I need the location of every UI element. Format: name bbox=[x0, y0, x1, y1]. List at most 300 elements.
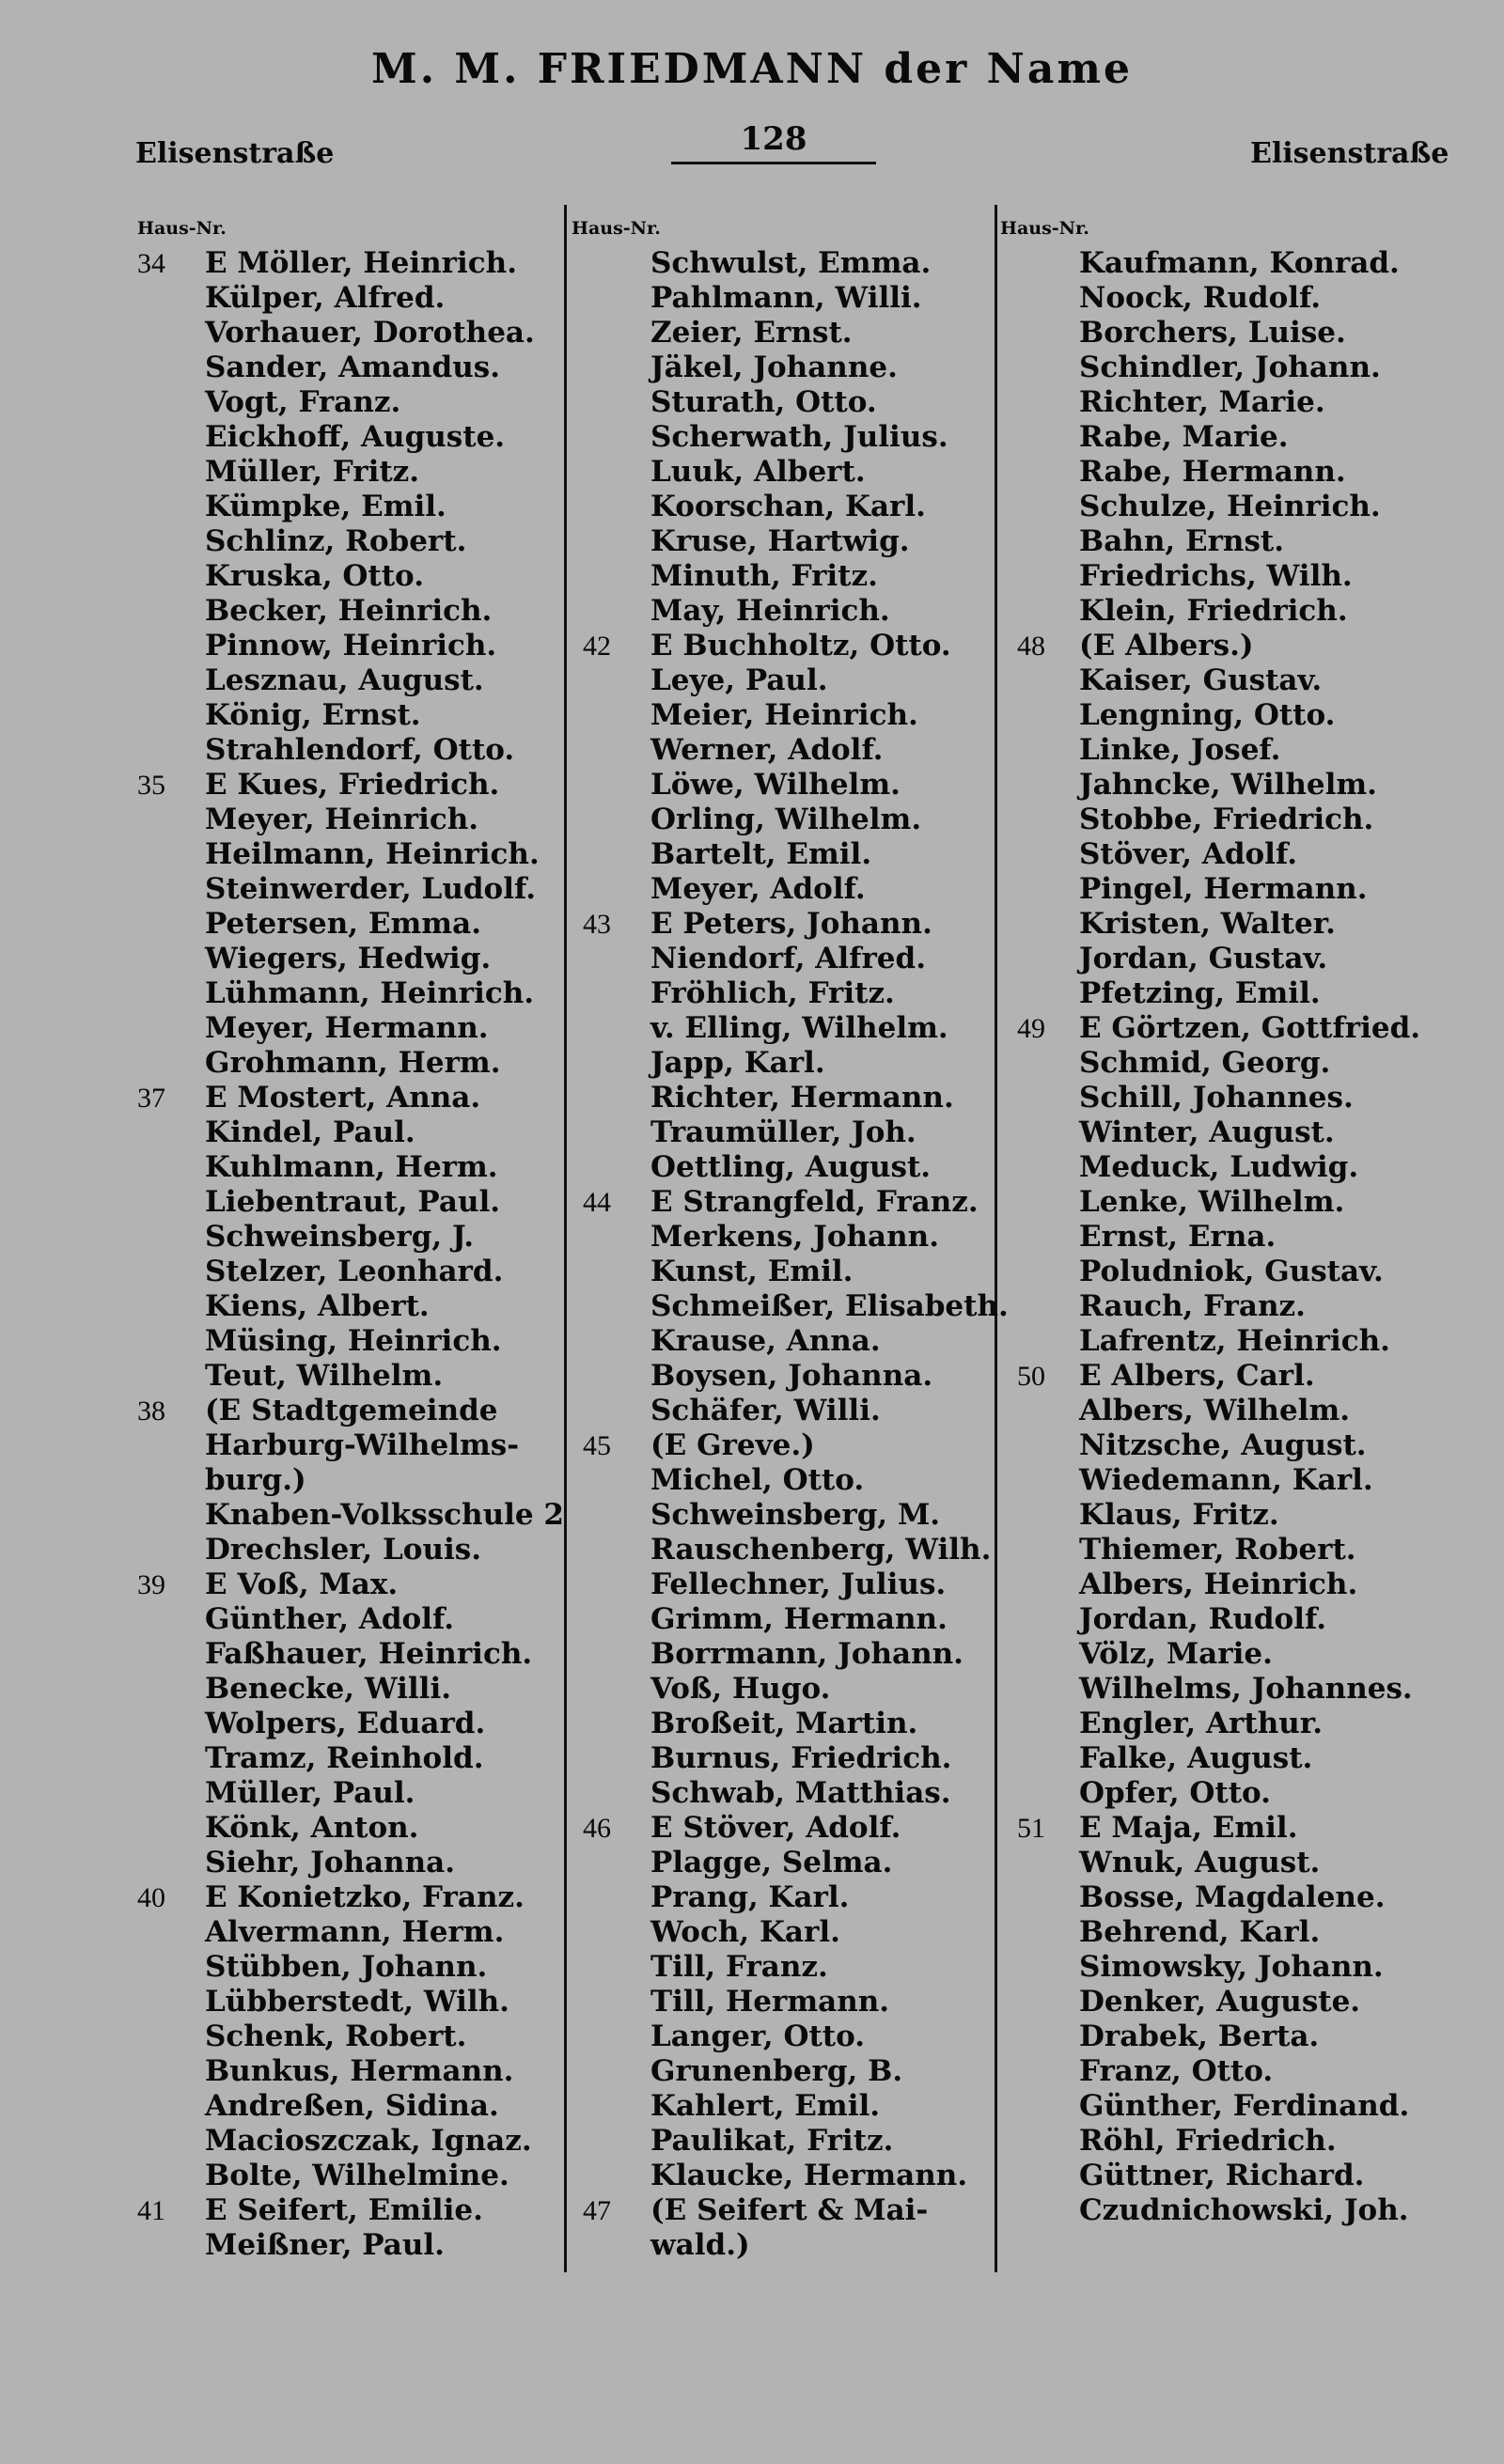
directory-entry bbox=[583, 455, 993, 490]
resident-name: Langer, Otto. bbox=[650, 2020, 866, 2053]
resident-name: (E Greve.) bbox=[650, 1428, 815, 1462]
directory-entry bbox=[1017, 1150, 1496, 1185]
resident-name: Külper, Alfred. bbox=[205, 281, 446, 315]
resident-name: Drechsler, Louis. bbox=[205, 1533, 482, 1567]
resident-name: Meduck, Ludwig. bbox=[1079, 1150, 1359, 1184]
resident-name: Grunenberg, B. bbox=[650, 2054, 903, 2088]
resident-name: Czudnichowski, Joh. bbox=[1079, 2193, 1409, 2227]
directory-entry bbox=[137, 2228, 560, 2263]
directory-entry bbox=[137, 490, 560, 524]
directory-entry bbox=[1017, 976, 1496, 1011]
directory-entry bbox=[583, 698, 993, 733]
directory-entry bbox=[137, 594, 560, 629]
resident-name: Drabek, Berta. bbox=[1079, 2020, 1320, 2053]
directory-entry bbox=[583, 1776, 993, 1811]
resident-name: Simowsky, Johann. bbox=[1079, 1950, 1384, 1984]
directory-entry bbox=[1017, 385, 1496, 420]
resident-name: Kindel, Paul. bbox=[205, 1115, 415, 1149]
directory-entry bbox=[137, 768, 560, 803]
directory-entry bbox=[583, 1359, 993, 1394]
directory-entry bbox=[137, 1741, 560, 1776]
directory-entry bbox=[137, 2054, 560, 2089]
directory-entry bbox=[583, 1255, 993, 1289]
resident-name: burg.) bbox=[205, 1463, 306, 1497]
resident-name: Jahncke, Wilhelm. bbox=[1079, 768, 1377, 802]
directory-entry bbox=[583, 1394, 993, 1428]
directory-entry bbox=[1017, 629, 1496, 663]
directory-entry bbox=[1017, 907, 1496, 942]
directory-entry bbox=[137, 803, 560, 837]
resident-name: Behrend, Karl. bbox=[1079, 1915, 1321, 1949]
resident-name: Strahlendorf, Otto. bbox=[205, 733, 515, 767]
directory-entry bbox=[137, 1637, 560, 1672]
directory-entry bbox=[1017, 942, 1496, 976]
advertisement-banner: M. M. FRIEDMANN der Name bbox=[371, 45, 1133, 93]
directory-entry bbox=[583, 942, 993, 976]
resident-name: Engler, Arthur. bbox=[1079, 1707, 1324, 1740]
resident-name: Bartelt, Emil. bbox=[650, 837, 872, 871]
house-number: 49 bbox=[1017, 1013, 1045, 1044]
directory-entry bbox=[1017, 2124, 1496, 2159]
directory-entry bbox=[137, 872, 560, 907]
directory-entry bbox=[583, 1115, 993, 1150]
directory-entry bbox=[137, 2159, 560, 2193]
resident-name: Schweinsberg, M. bbox=[650, 1498, 941, 1532]
resident-name: Nitzsche, August. bbox=[1079, 1428, 1367, 1462]
directory-entry bbox=[1017, 1220, 1496, 1255]
directory-entry bbox=[583, 420, 993, 455]
resident-name: Meyer, Hermann. bbox=[205, 1011, 489, 1045]
directory-entry bbox=[583, 2054, 993, 2089]
resident-name: E Stöver, Adolf. bbox=[650, 1811, 901, 1845]
resident-name: Klein, Friedrich. bbox=[1079, 594, 1348, 628]
resident-name: Richter, Marie. bbox=[1079, 385, 1325, 419]
directory-entry bbox=[583, 385, 993, 420]
directory-column-2 bbox=[583, 246, 1009, 2263]
resident-name: Kuhlmann, Herm. bbox=[205, 1150, 498, 1184]
directory-entry bbox=[137, 351, 560, 385]
resident-name: Voß, Hugo. bbox=[650, 1672, 831, 1706]
haus-nr-label: Haus-Nr. bbox=[1000, 218, 1089, 239]
directory-entry bbox=[137, 1255, 560, 1289]
resident-name: Petersen, Emma. bbox=[205, 907, 481, 941]
resident-name: Boysen, Johanna. bbox=[650, 1359, 933, 1393]
directory-entry bbox=[583, 2159, 993, 2193]
directory-entry bbox=[137, 1602, 560, 1637]
resident-name: Müller, Paul. bbox=[205, 1776, 415, 1810]
directory-entry bbox=[137, 733, 560, 768]
house-number: 42 bbox=[583, 631, 611, 662]
directory-entry bbox=[1017, 2193, 1496, 2228]
directory-entry bbox=[583, 1289, 1009, 1324]
directory-entry bbox=[583, 1185, 993, 1220]
column-divider bbox=[564, 205, 567, 2272]
directory-entry bbox=[1017, 733, 1496, 768]
resident-name: Krause, Anna. bbox=[650, 1324, 881, 1358]
directory-entry bbox=[1017, 490, 1496, 524]
resident-name: Faßhauer, Heinrich. bbox=[205, 1637, 533, 1671]
resident-name: Michel, Otto. bbox=[650, 1463, 865, 1497]
resident-name: Schill, Johannes. bbox=[1079, 1081, 1354, 1115]
directory-entry bbox=[137, 1498, 564, 1533]
resident-name: Lenke, Wilhelm. bbox=[1079, 1185, 1345, 1219]
resident-name: Schwulst, Emma. bbox=[650, 246, 932, 280]
directory-entry bbox=[583, 1915, 993, 1950]
resident-name: Rabe, Marie. bbox=[1079, 420, 1289, 454]
resident-name: Löwe, Wilhelm. bbox=[650, 768, 901, 802]
resident-name: Stübben, Johann. bbox=[205, 1950, 488, 1984]
directory-entry bbox=[1017, 2054, 1496, 2089]
directory-entry bbox=[137, 1289, 560, 1324]
directory-entry bbox=[1017, 1950, 1496, 1985]
house-number: 38 bbox=[137, 1396, 165, 1427]
directory-entry bbox=[583, 1985, 993, 2020]
resident-name: E Mostert, Anna. bbox=[205, 1081, 481, 1115]
resident-name: Broßeit, Martin. bbox=[650, 1707, 918, 1740]
directory-entry bbox=[1017, 1602, 1496, 1637]
directory-entry bbox=[1017, 1289, 1496, 1324]
resident-name: Kiens, Albert. bbox=[205, 1289, 430, 1323]
directory-entry bbox=[137, 1394, 560, 1428]
resident-name: Schmid, Georg. bbox=[1079, 1046, 1331, 1080]
directory-entry bbox=[137, 385, 560, 420]
resident-name: May, Heinrich. bbox=[650, 594, 890, 628]
resident-name: E Peters, Johann. bbox=[650, 907, 932, 941]
resident-name: (E Albers.) bbox=[1079, 629, 1254, 663]
page-number: 128 bbox=[671, 120, 876, 164]
resident-name: Kaufmann, Konrad. bbox=[1079, 246, 1400, 280]
directory-entry bbox=[1017, 768, 1496, 803]
resident-name: Schmeißer, Elisabeth. bbox=[650, 1289, 1009, 1323]
resident-name: Wnuk, August. bbox=[1079, 1846, 1321, 1879]
resident-name: E Albers, Carl. bbox=[1079, 1359, 1315, 1393]
directory-entry bbox=[137, 1985, 560, 2020]
resident-name: Stöver, Adolf. bbox=[1079, 837, 1297, 871]
street-header-left: Elisenstraße bbox=[135, 137, 335, 170]
resident-name: Becker, Heinrich. bbox=[205, 594, 493, 628]
directory-entry bbox=[583, 1011, 993, 1046]
resident-name: Rauch, Franz. bbox=[1079, 1289, 1306, 1323]
directory-entry bbox=[1017, 872, 1496, 907]
directory-entry bbox=[583, 663, 993, 698]
resident-name: Linke, Josef. bbox=[1079, 733, 1281, 767]
resident-name: Oettling, August. bbox=[650, 1150, 932, 1184]
resident-name: Klaus, Fritz. bbox=[1079, 1498, 1279, 1532]
directory-entry bbox=[583, 1741, 993, 1776]
directory-entry bbox=[137, 524, 560, 559]
column-divider bbox=[995, 205, 997, 2272]
resident-name: Opfer, Otto. bbox=[1079, 1776, 1271, 1810]
directory-entry bbox=[1017, 455, 1496, 490]
directory-entry bbox=[1017, 1046, 1496, 1081]
resident-name: Andreßen, Sidina. bbox=[205, 2089, 499, 2123]
directory-entry bbox=[137, 420, 560, 455]
directory-entry bbox=[583, 1811, 993, 1846]
directory-entry bbox=[137, 663, 560, 698]
directory-entry bbox=[583, 1672, 993, 1707]
directory-entry bbox=[1017, 316, 1496, 351]
resident-name: Albers, Wilhelm. bbox=[1079, 1394, 1351, 1427]
resident-name: Güttner, Richard. bbox=[1079, 2159, 1365, 2192]
resident-name: Till, Hermann. bbox=[650, 1985, 890, 2019]
resident-name: Grimm, Hermann. bbox=[650, 1602, 948, 1636]
resident-name: Alvermann, Herm. bbox=[205, 1915, 505, 1949]
directory-entry bbox=[1017, 1359, 1496, 1394]
directory-entry bbox=[1017, 1428, 1496, 1463]
resident-name: Poludniok, Gustav. bbox=[1079, 1255, 1384, 1288]
resident-name: Japp, Karl. bbox=[650, 1046, 825, 1080]
resident-name: Pingel, Hermann. bbox=[1079, 872, 1368, 906]
directory-entry bbox=[1017, 803, 1496, 837]
directory-entry bbox=[1017, 1776, 1496, 1811]
directory-entry bbox=[137, 1672, 560, 1707]
directory-entry bbox=[1017, 559, 1496, 594]
directory-entry bbox=[137, 2020, 560, 2054]
resident-name: Falke, August. bbox=[1079, 1741, 1313, 1775]
directory-entry bbox=[137, 2089, 560, 2124]
directory-entry bbox=[583, 1880, 993, 1915]
directory-entry bbox=[1017, 1533, 1496, 1567]
resident-name: Wolpers, Eduard. bbox=[205, 1707, 486, 1740]
directory-entry bbox=[1017, 420, 1496, 455]
directory-entry bbox=[137, 942, 560, 976]
resident-name: E Konietzko, Franz. bbox=[205, 1880, 525, 1914]
haus-nr-label: Haus-Nr. bbox=[572, 218, 661, 239]
directory-entry bbox=[583, 768, 993, 803]
resident-name: Tramz, Reinhold. bbox=[205, 1741, 484, 1775]
house-number: 51 bbox=[1017, 1813, 1045, 1844]
directory-entry bbox=[1017, 1394, 1496, 1428]
resident-name: Röhl, Friedrich. bbox=[1079, 2124, 1337, 2158]
resident-name: Müller, Fritz. bbox=[205, 455, 420, 489]
resident-name: Borrmann, Johann. bbox=[650, 1637, 964, 1671]
directory-entry bbox=[1017, 2089, 1496, 2124]
house-number: 43 bbox=[583, 909, 611, 940]
directory-entry bbox=[137, 2193, 560, 2228]
resident-name: Schindler, Johann. bbox=[1079, 351, 1381, 384]
directory-entry bbox=[1017, 1637, 1496, 1672]
directory-entry bbox=[583, 1637, 993, 1672]
directory-entry bbox=[583, 2193, 993, 2228]
resident-name: Minuth, Fritz. bbox=[650, 559, 878, 593]
directory-entry bbox=[1017, 1255, 1496, 1289]
directory-entry bbox=[1017, 1081, 1496, 1115]
directory-entry bbox=[137, 976, 560, 1011]
directory-entry bbox=[583, 524, 993, 559]
resident-name: Bosse, Magdalene. bbox=[1079, 1880, 1386, 1914]
directory-entry bbox=[137, 1776, 560, 1811]
resident-name: E Buchholtz, Otto. bbox=[650, 629, 951, 663]
directory-entry bbox=[583, 629, 993, 663]
resident-name: Eickhoff, Auguste. bbox=[205, 420, 506, 454]
house-number: 46 bbox=[583, 1813, 611, 1844]
resident-name: Orling, Wilhelm. bbox=[650, 803, 922, 836]
resident-name: Schlinz, Robert. bbox=[205, 524, 467, 558]
resident-name: v. Elling, Wilhelm. bbox=[650, 1011, 948, 1045]
directory-entry bbox=[137, 2124, 560, 2159]
directory-entry bbox=[1017, 1324, 1496, 1359]
resident-name: Meißner, Paul. bbox=[205, 2228, 445, 2262]
resident-name: Rauschenberg, Wilh. bbox=[650, 1533, 992, 1567]
house-number: 47 bbox=[583, 2195, 611, 2226]
resident-name: Franz, Otto. bbox=[1079, 2054, 1274, 2088]
resident-name: Niendorf, Alfred. bbox=[650, 942, 926, 975]
resident-name: Teut, Wilhelm. bbox=[205, 1359, 444, 1393]
resident-name: Lübberstedt, Wilh. bbox=[205, 1985, 509, 2019]
resident-name: Kümpke, Emil. bbox=[205, 490, 446, 523]
resident-name: Jäkel, Johanne. bbox=[650, 351, 898, 384]
resident-name: Wiegers, Hedwig. bbox=[205, 942, 492, 975]
resident-name: Benecke, Willi. bbox=[205, 1672, 452, 1706]
resident-name: Noock, Rudolf. bbox=[1079, 281, 1322, 315]
directory-entry bbox=[583, 2020, 993, 2054]
directory-entry bbox=[583, 1707, 993, 1741]
resident-name: Günther, Adolf. bbox=[205, 1602, 454, 1636]
resident-name: Vorhauer, Dorothea. bbox=[205, 316, 535, 350]
directory-entry bbox=[137, 1359, 560, 1394]
resident-name: Rabe, Hermann. bbox=[1079, 455, 1346, 489]
directory-entry bbox=[583, 1150, 993, 1185]
resident-name: Pahlmann, Willi. bbox=[650, 281, 922, 315]
directory-entry bbox=[137, 837, 560, 872]
directory-entry bbox=[137, 1533, 560, 1567]
house-number: 44 bbox=[583, 1187, 611, 1218]
directory-entry bbox=[583, 594, 993, 629]
resident-name: Bunkus, Hermann. bbox=[205, 2054, 514, 2088]
resident-name: Lafrentz, Heinrich. bbox=[1079, 1324, 1390, 1358]
directory-entry bbox=[137, 1115, 560, 1150]
house-number: 39 bbox=[137, 1569, 165, 1600]
directory-entry bbox=[1017, 1115, 1496, 1150]
directory-entry bbox=[583, 1428, 993, 1463]
directory-entry bbox=[137, 1915, 560, 1950]
directory-entry bbox=[1017, 1185, 1496, 1220]
directory-entry bbox=[137, 1220, 560, 1255]
resident-name: Lengning, Otto. bbox=[1079, 698, 1336, 732]
resident-name: Albers, Heinrich. bbox=[1079, 1567, 1358, 1601]
resident-name: E Görtzen, Gottfried. bbox=[1079, 1011, 1421, 1045]
resident-name: Pfetzing, Emil. bbox=[1079, 976, 1321, 1010]
directory-entry bbox=[1017, 351, 1496, 385]
directory-entry bbox=[583, 1046, 993, 1081]
resident-name: Zeier, Ernst. bbox=[650, 316, 853, 350]
resident-name: Wilhelms, Johannes. bbox=[1079, 1672, 1413, 1706]
resident-name: Traumüller, Joh. bbox=[650, 1115, 916, 1149]
resident-name: Denker, Auguste. bbox=[1079, 1985, 1361, 2019]
directory-entry bbox=[583, 1220, 993, 1255]
directory-entry bbox=[1017, 1741, 1496, 1776]
resident-name: E Möller, Heinrich. bbox=[205, 246, 517, 280]
resident-name: Siehr, Johanna. bbox=[205, 1846, 456, 1879]
directory-entry bbox=[1017, 1498, 1496, 1533]
resident-name: König, Ernst. bbox=[205, 698, 421, 732]
directory-entry bbox=[137, 246, 560, 281]
directory-entry bbox=[137, 455, 560, 490]
resident-name: Stelzer, Leonhard. bbox=[205, 1255, 504, 1288]
resident-name: Macioszczak, Ignaz. bbox=[205, 2124, 532, 2158]
house-number: 41 bbox=[137, 2195, 165, 2226]
resident-name: Kaiser, Gustav. bbox=[1079, 663, 1323, 697]
directory-entry bbox=[137, 559, 560, 594]
resident-name: Sturath, Otto. bbox=[650, 385, 877, 419]
directory-entry bbox=[583, 281, 993, 316]
house-number: 37 bbox=[137, 1083, 165, 1114]
directory-entry bbox=[137, 698, 560, 733]
resident-name: Plagge, Selma. bbox=[650, 1846, 893, 1879]
directory-entry bbox=[583, 803, 993, 837]
resident-name: Jordan, Rudolf. bbox=[1079, 1602, 1327, 1636]
directory-entry bbox=[583, 351, 993, 385]
directory-column-3 bbox=[1017, 246, 1496, 2228]
directory-entry bbox=[137, 316, 560, 351]
directory-entry bbox=[1017, 2159, 1496, 2193]
resident-name: Pinnow, Heinrich. bbox=[205, 629, 497, 663]
directory-entry bbox=[137, 1011, 560, 1046]
resident-name: Günther, Ferdinand. bbox=[1079, 2089, 1410, 2123]
directory-entry bbox=[1017, 1567, 1496, 1602]
directory-entry bbox=[1017, 1880, 1496, 1915]
directory-entry bbox=[583, 907, 993, 942]
resident-name: Woch, Karl. bbox=[650, 1915, 840, 1949]
directory-entry bbox=[137, 1428, 560, 1463]
resident-name: Jordan, Gustav. bbox=[1079, 942, 1328, 975]
resident-name: Till, Franz. bbox=[650, 1950, 828, 1984]
directory-entry bbox=[583, 1567, 993, 1602]
resident-name: Völz, Marie. bbox=[1079, 1637, 1273, 1671]
directory-entry bbox=[137, 281, 560, 316]
directory-entry bbox=[583, 490, 993, 524]
directory-entry bbox=[1017, 663, 1496, 698]
resident-name: Bahn, Ernst. bbox=[1079, 524, 1285, 558]
directory-entry bbox=[1017, 246, 1496, 281]
resident-name: Scherwath, Julius. bbox=[650, 420, 948, 454]
resident-name: Sander, Amandus. bbox=[205, 351, 501, 384]
directory-entry bbox=[583, 1950, 993, 1985]
directory-entry bbox=[137, 1185, 560, 1220]
resident-name: Werner, Adolf. bbox=[650, 733, 884, 767]
resident-name: Meier, Heinrich. bbox=[650, 698, 918, 732]
resident-name: Knaben-Volksschule 2 bbox=[205, 1498, 564, 1532]
resident-name: Prang, Karl. bbox=[650, 1880, 850, 1914]
resident-name: Friedrichs, Wilh. bbox=[1079, 559, 1353, 593]
resident-name: E Maja, Emil. bbox=[1079, 1811, 1298, 1845]
directory-entry bbox=[137, 1463, 560, 1498]
resident-name: Schenk, Robert. bbox=[205, 2020, 467, 2053]
house-number: 35 bbox=[137, 770, 165, 801]
resident-name: Wiedemann, Karl. bbox=[1079, 1463, 1373, 1497]
directory-entry bbox=[583, 837, 993, 872]
resident-name: Kruse, Hartwig. bbox=[650, 524, 910, 558]
directory-entry bbox=[583, 872, 993, 907]
directory-entry bbox=[137, 1707, 560, 1741]
house-number: 40 bbox=[137, 1882, 165, 1913]
directory-entry bbox=[137, 1081, 560, 1115]
directory-entry bbox=[1017, 524, 1496, 559]
directory-entry bbox=[1017, 1915, 1496, 1950]
resident-name: Liebentraut, Paul. bbox=[205, 1185, 501, 1219]
directory-entry bbox=[1017, 1811, 1496, 1846]
resident-name: Winter, August. bbox=[1079, 1115, 1335, 1149]
directory-entry bbox=[583, 1846, 993, 1880]
resident-name: Leye, Paul. bbox=[650, 663, 828, 697]
resident-name: Fröhlich, Fritz. bbox=[650, 976, 895, 1010]
resident-name: Meyer, Adolf. bbox=[650, 872, 866, 906]
directory-entry bbox=[583, 2124, 993, 2159]
resident-name: Klaucke, Hermann. bbox=[650, 2159, 968, 2192]
resident-name: Steinwerder, Ludolf. bbox=[205, 872, 537, 906]
resident-name: Grohmann, Herm. bbox=[205, 1046, 501, 1080]
directory-entry bbox=[1017, 1846, 1496, 1880]
